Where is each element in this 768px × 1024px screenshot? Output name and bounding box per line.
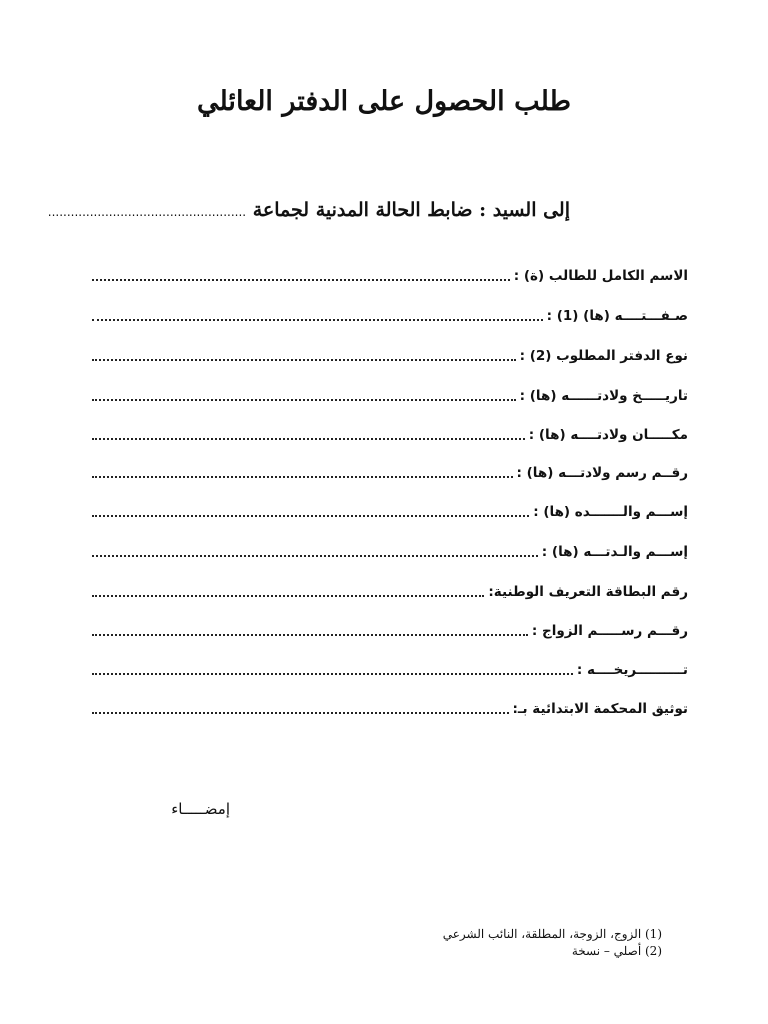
field-label: توثيق المحكمة الابتدائية بـ: xyxy=(512,701,688,717)
field-birth-place xyxy=(92,423,688,445)
field-birth-date xyxy=(92,384,688,406)
field-capacity xyxy=(92,304,688,326)
fill-line xyxy=(92,594,484,597)
field-label: تــــــــــريخــــه : xyxy=(576,662,688,678)
field-father-name xyxy=(92,500,688,522)
field-full-name xyxy=(92,264,688,286)
addressee-line xyxy=(47,199,570,229)
field-mother-name xyxy=(92,540,688,562)
footnotes xyxy=(400,926,662,960)
fill-line xyxy=(92,437,525,440)
field-birth-record-number xyxy=(92,461,688,483)
field-label: رقــم رسم ولادتـــه (ها) : xyxy=(516,465,688,481)
field-label: رقـــم رســـــم الزواج : xyxy=(531,623,688,639)
fill-line xyxy=(92,672,573,675)
field-label: إســـم والـــــــده (ها) : xyxy=(533,504,688,520)
fill-line xyxy=(92,554,538,557)
field-court-certification xyxy=(92,697,688,719)
field-label: نوع الدفتر المطلوب (2) : xyxy=(519,348,688,364)
document-title: طلب الحصول على الدفتر العائلي xyxy=(196,86,572,117)
fill-line xyxy=(92,475,513,478)
field-booklet-type xyxy=(92,344,688,366)
fill-line xyxy=(92,514,529,517)
field-marriage-record-number xyxy=(92,619,688,641)
field-label: صـفـــتــــه (ها) (1) : xyxy=(546,308,688,324)
fill-line xyxy=(92,358,516,361)
field-label: الاسم الكامل للطالب (ة) : xyxy=(513,268,688,284)
field-national-id xyxy=(92,580,688,602)
fill-line xyxy=(92,318,543,321)
field-label: مكـــــان ولادتــــه (ها) : xyxy=(528,427,688,443)
fill-line xyxy=(92,633,528,636)
fill-line xyxy=(92,278,510,281)
addressee-dots: .................................................... xyxy=(47,205,247,219)
field-marriage-date xyxy=(92,658,688,680)
signature-label: إمضـــــاء xyxy=(171,800,230,818)
field-label: إســـم والـدتـــه (ها) : xyxy=(541,544,688,560)
fill-line xyxy=(92,398,516,401)
footnote-1: (1) الزوج، الزوجة، المطلقة، النائب الشرعي xyxy=(442,927,662,941)
footnote-2: (2) أصلي – نسخة xyxy=(571,944,662,958)
addressee-text: إلى السيد : ضابط الحالة المدنية لجماعة xyxy=(252,199,570,221)
field-label: تاريـــــخ ولادتــــــه (ها) : xyxy=(519,388,688,404)
field-label: رقم البطاقة التعريف الوطنية: xyxy=(488,584,688,600)
fill-line xyxy=(92,711,509,714)
